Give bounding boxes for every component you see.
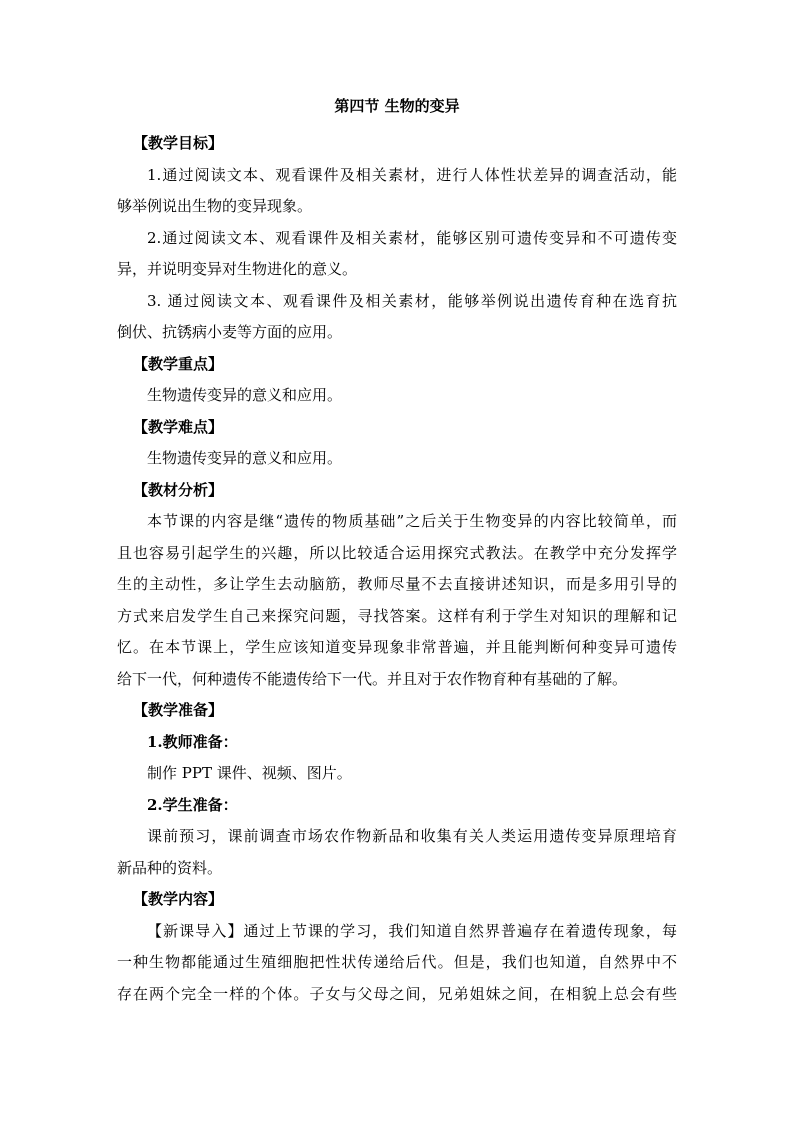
document-page [117,96,677,1010]
objective-2-line-2: 异，并说明变异对生物进化的意义。 [117,260,358,278]
analysis-line-3: 生的主动性，多让学生去动脑筋，教师尽量不去直接讲述知识，而是多用引导的 [117,575,677,593]
objective-3-line-2: 倒伏、抗锈病小麦等方面的应用。 [117,323,343,341]
student-prep-line-2: 新品种的资料。 [117,858,223,877]
intro-line-3: 存在两个完全一样的个体。子女与父母之间，兄弟姐妹之间，在相貌上总会有些 [117,984,677,1003]
analysis-line-4: 方式来启发学生自己来探究问题，寻找答案。这样有利于学生对知识的理解和记 [117,606,677,625]
objective-3-line-1: 3. 通过阅读文本、观看课件及相关素材，能够举例说出遗传育种在选育抗 [147,291,677,310]
analysis-line-2: 且也容易引起学生的兴趣，所以比较适合运用探究式教法。在教学中充分发挥学 [117,543,677,562]
intro-line-2: 一种生物都能通过生殖细胞把性状传递给后代。但是，我们也知道，自然界中不 [117,953,677,971]
objective-1-line-1: 1.通过阅读文本、观看课件及相关素材，进行人体性状差异的调查活动，能 [147,165,677,184]
key-points-heading: 【教学重点】 [133,354,224,373]
analysis-line-6: 给下一代，何种遗传不能遗传给下一代。并且对于农作物育种有基础的了解。 [117,669,628,688]
intro-line-1: 【新课导入】通过上节课的学习，我们知道自然界普遍存在着遗传现象，每 [147,921,677,940]
document-title: 第四节 生物的变异 [334,97,460,115]
difficulties-text: 生物遗传变异的意义和应用。 [147,449,343,467]
key-points-text: 生物遗传变异的意义和应用。 [147,386,343,404]
difficulties-heading: 【教学难点】 [133,417,224,436]
objective-1-line-2: 够举例说出生物的变异现象。 [117,197,313,215]
analysis-line-1: 本节课的内容是继“遗传的物质基础”之后关于生物变异的内容比较简单，而 [147,512,677,530]
objectives-heading: 【教学目标】 [133,134,224,152]
student-prep-line-1: 课前预习，课前调查市场农作物新品和收集有关人类运用遗传变异原理培育 [147,827,677,845]
analysis-heading: 【教材分析】 [133,480,224,499]
student-prep-heading: 2.学生准备： [147,795,238,814]
content-heading: 【教学内容】 [133,890,224,908]
teacher-prep-text: 制作 PPT 课件、视频、图片。 [147,764,352,782]
preparation-heading: 【教学准备】 [133,701,224,719]
objective-2-line-1: 2.通过阅读文本、观看课件及相关素材，能够区别可遗传变异和不可遗传变 [147,228,677,247]
teacher-prep-heading: 1.教师准备： [147,732,238,751]
analysis-line-5: 忆。在本节课上，学生应该知道变异现象非常普遍，并且能判断何种变异可遗传 [117,638,677,656]
